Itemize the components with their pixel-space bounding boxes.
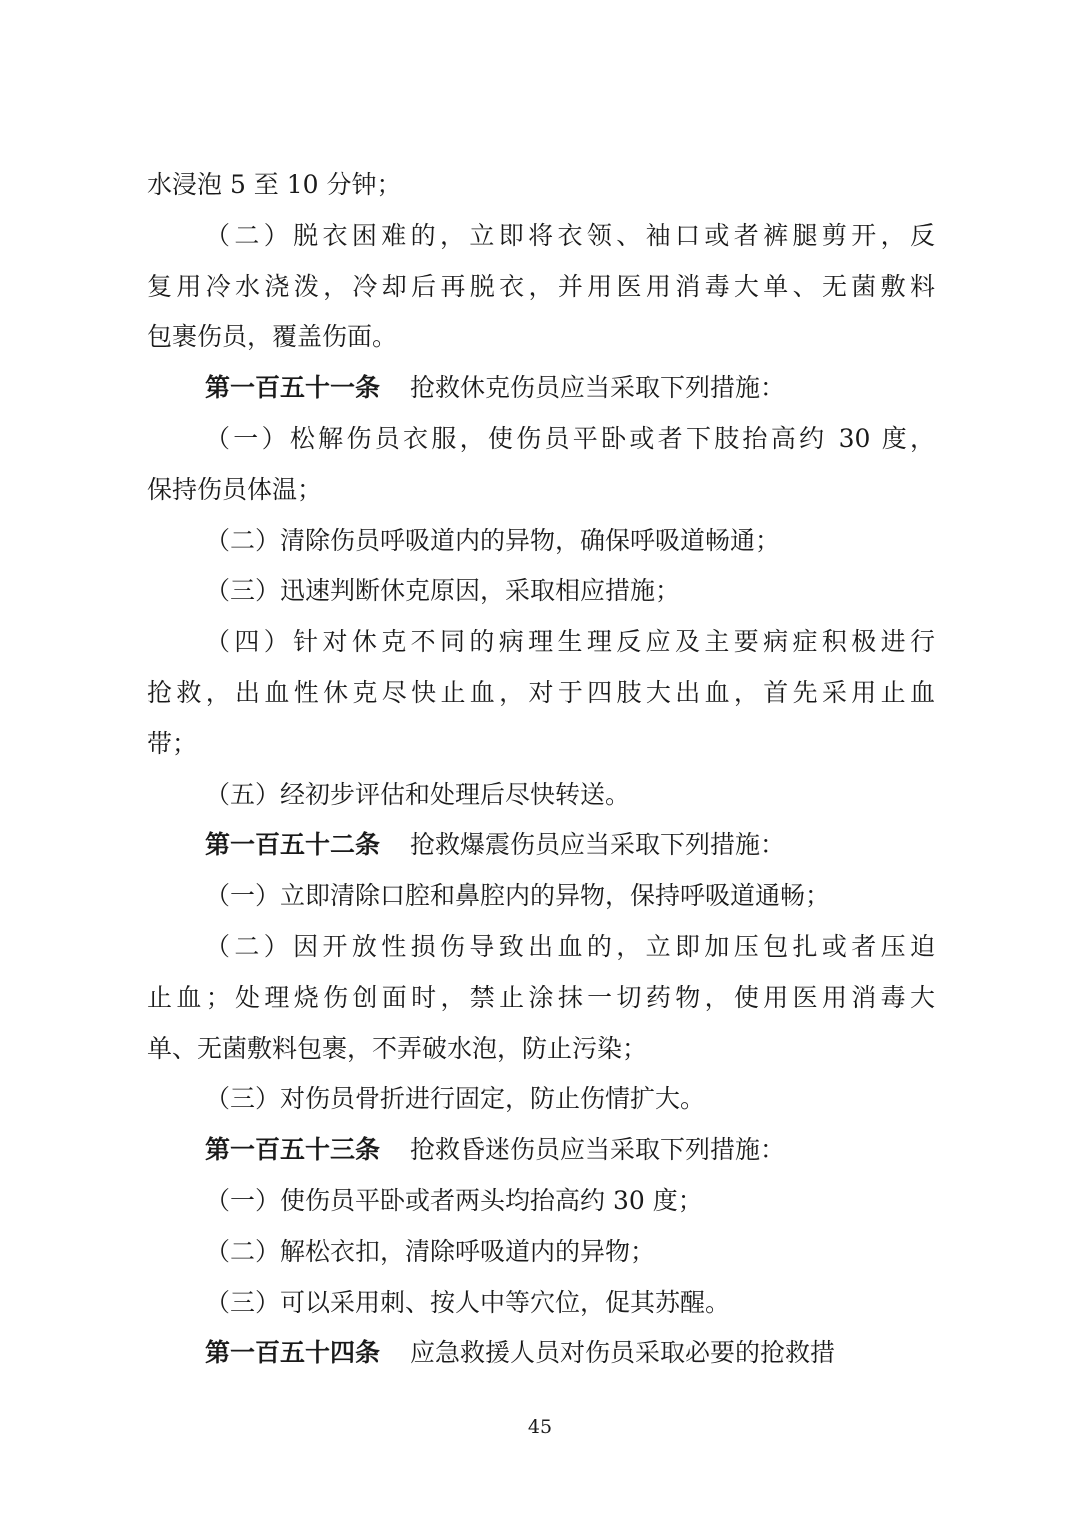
article-number: 第一百五十一条 (205, 373, 381, 403)
text-line: 包裹伤员，覆盖伤面。 (147, 322, 398, 352)
text-line: 止血；处理烧伤创面时，禁止涂抹一切药物，使用医用消毒大 (147, 982, 935, 1012)
text-line: （二）因开放性损伤导致出血的，立即加压包扎或者压迫 (205, 931, 935, 961)
article-number: 第一百五十四条 (205, 1338, 381, 1368)
text-line: 复用冷水浇泼，冷却后再脱衣，并用医用消毒大单、无菌敷料 (147, 271, 935, 301)
text-line: （三）迅速判断休克原因，采取相应措施； (205, 576, 681, 606)
text-line: （一）立即清除口腔和鼻腔内的异物，保持呼吸道通畅； (205, 881, 831, 911)
page-number: 45 (527, 1416, 553, 1438)
text-line: 抢救，出血性休克尽快止血，对于四肢大出血，首先采用止血 (147, 677, 935, 707)
article-text: 抢救休克伤员应当采取下列措施： (410, 373, 786, 403)
article-heading-line (147, 1328, 935, 1379)
document-body (147, 160, 935, 1379)
text-line: （二）解松衣扣，清除呼吸道内的异物； (205, 1236, 656, 1266)
article-heading-line (147, 1125, 935, 1176)
article-text: 抢救昏迷伤员应当采取下列措施： (410, 1135, 786, 1165)
text-line: （一）松解伤员衣服，使伤员平卧或者下肢抬高约 30 度， (205, 423, 935, 453)
text-line: 水浸泡 5 至 10 分钟； (147, 170, 402, 199)
text-line: （二）脱衣困难的，立即将衣领、袖口或者裤腿剪开，反 (205, 220, 935, 250)
text-line: （三）对伤员骨折进行固定，防止伤情扩大。 (205, 1084, 706, 1114)
text-line: （三）可以采用刺、按人中等穴位，促其苏醒。 (205, 1287, 731, 1317)
text-line: 带； (147, 728, 198, 758)
text-line: （二）清除伤员呼吸道内的异物，确保呼吸道畅通； (205, 525, 781, 555)
article-number: 第一百五十三条 (205, 1135, 381, 1165)
text-line: 保持伤员体温； (147, 474, 323, 504)
text-line: 单、无菌敷料包裹，不弄破水泡，防止污染； (147, 1033, 648, 1063)
article-heading-line (147, 820, 935, 871)
article-heading-line (147, 363, 935, 414)
text-line: （五）经初步评估和处理后尽快转送。 (205, 779, 631, 809)
article-number: 第一百五十二条 (205, 830, 381, 860)
text-line: （四）针对休克不同的病理生理反应及主要病症积极进行 (205, 627, 935, 657)
article-text: 应急救援人员对伤员采取必要的抢救措 (410, 1338, 836, 1368)
text-line: （一）使伤员平卧或者两头均抬高约 30 度； (205, 1185, 703, 1215)
article-text: 抢救爆震伤员应当采取下列措施： (410, 830, 786, 860)
